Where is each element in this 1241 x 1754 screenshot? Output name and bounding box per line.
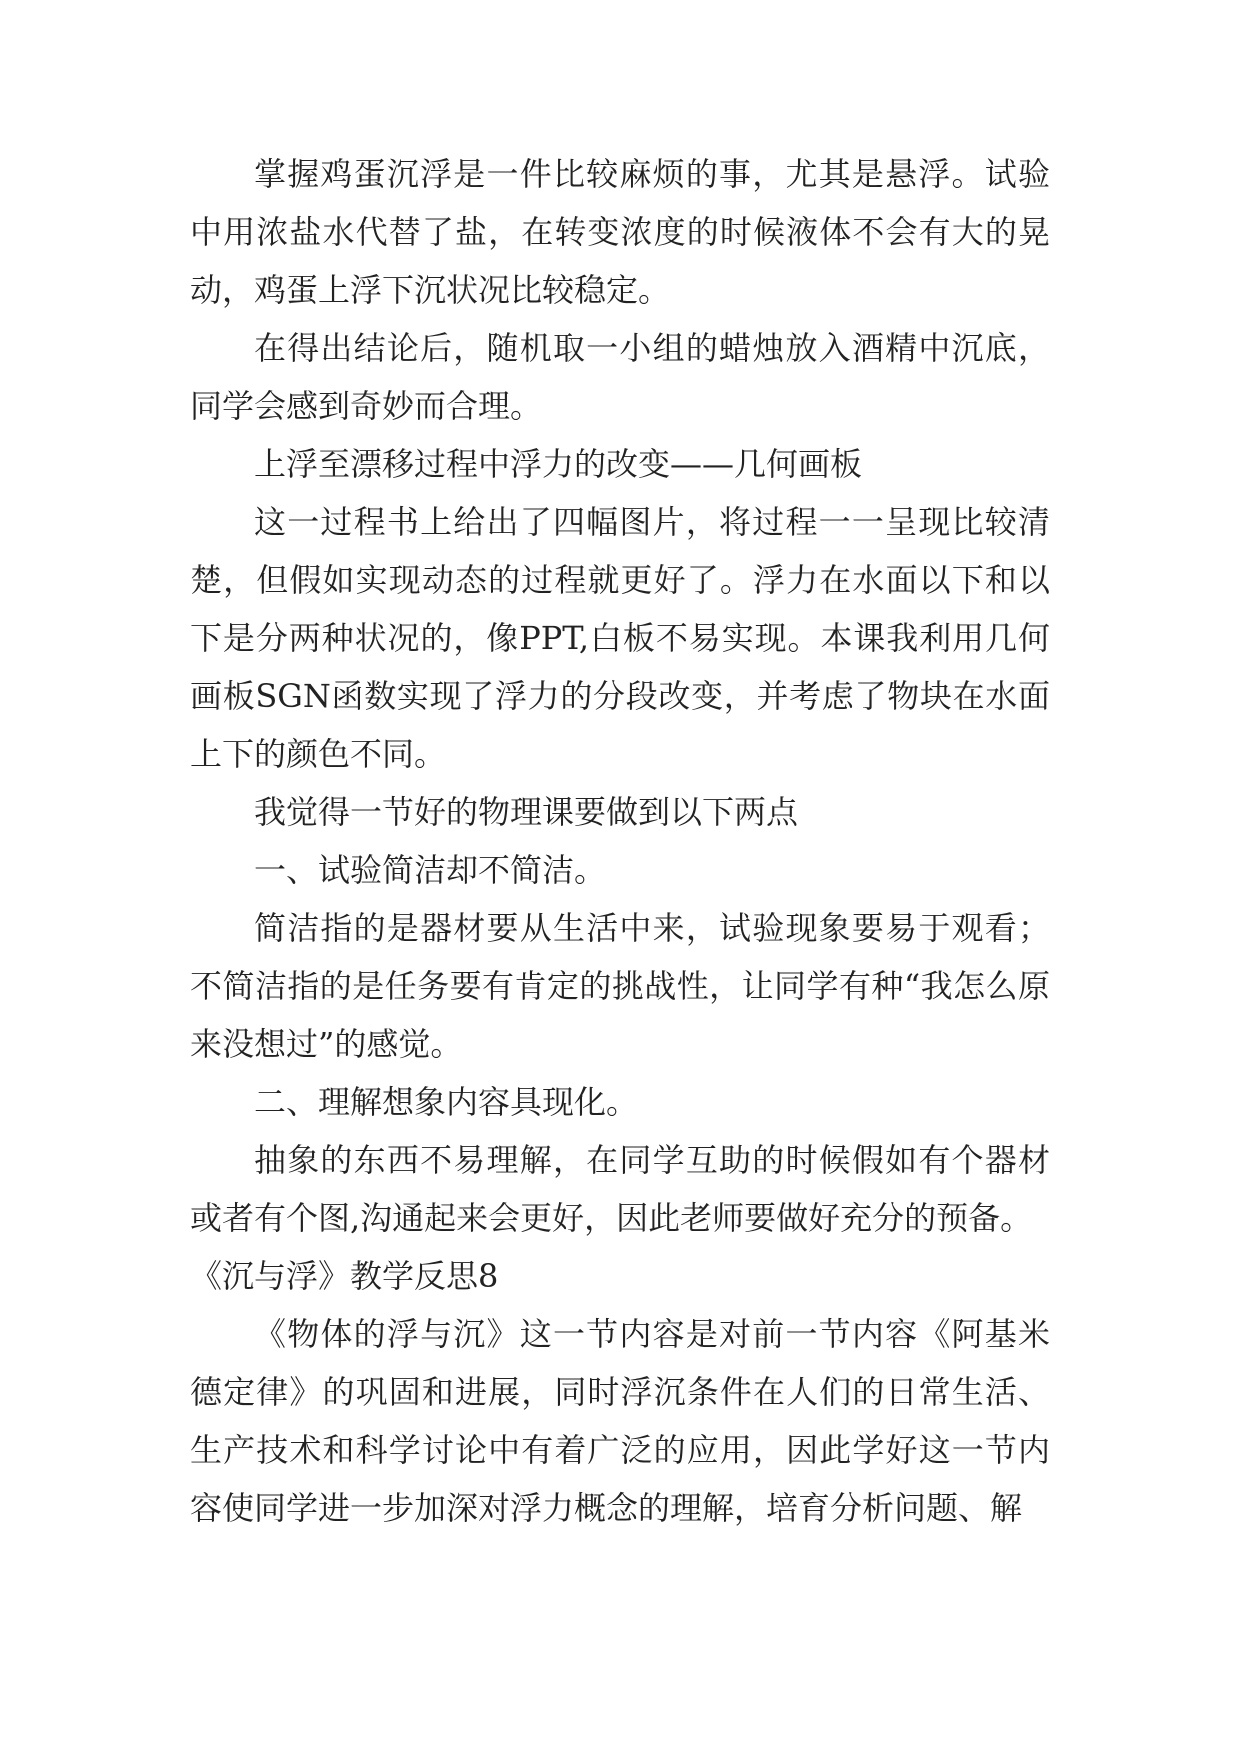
paragraph-egg-floating: 掌握鸡蛋沉浮是一件比较麻烦的事，尤其是悬浮。试验中用浓盐水代替了盐，在转变浓度的时候液体不会有大的晃动，鸡蛋上浮下沉状况比较稳定。 [190, 155, 1050, 309]
paragraph-reflection-8-body: 《物体的浮与沉》这一节内容是对前一节内容《阿基米德定律》的巩固和进展，同时浮沉条件在人们的日常生活、生产技术和科学讨论中有着广泛的应用，因此学好这一节内容使同学进一步加深对浮力概念的理解，培育分析问题、解 [190, 1315, 1050, 1527]
paragraph-point-one-detail: 简洁指的是器材要从生活中来，试验现象要易于观看；不简洁指的是任务要有肯定的挑战性，让同学有种“我怎么原来没想过”的感觉。 [190, 909, 1050, 1063]
document-page [190, 145, 1050, 1537]
paragraph-point-one: 一、试验简洁却不简洁。 [254, 851, 607, 889]
paragraph-candle-alcohol: 在得出结论后，随机取一小组的蜡烛放入酒精中沉底，同学会感到奇妙而合理。 [190, 329, 1050, 425]
paragraph-geometry-sketchpad-heading: 上浮至漂移过程中浮力的改变——几何画板 [254, 445, 863, 483]
paragraph-point-two: 二、理解想象内容具现化。 [254, 1083, 639, 1121]
paragraph-dynamic-process: 这一过程书上给出了四幅图片，将过程一一呈现比较清楚，但假如实现动态的过程就更好了。浮力在水面以下和以下是分两种状况的，像PPT,白板不易实现。本课我利用几何画板SGN函数实现了浮力的分段改变，并考虑了物块在水面上下的颜色不同。 [190, 503, 1050, 773]
paragraph-point-two-detail: 抽象的东西不易理解，在同学互助的时候假如有个器材或者有个图,沟通起来会更好，因此老师要做好充分的预备。 [190, 1141, 1050, 1237]
paragraph-two-points-intro: 我觉得一节好的物理课要做到以下两点 [254, 793, 799, 831]
section-title-reflection-8: 《沉与浮》教学反思8 [190, 1257, 499, 1295]
